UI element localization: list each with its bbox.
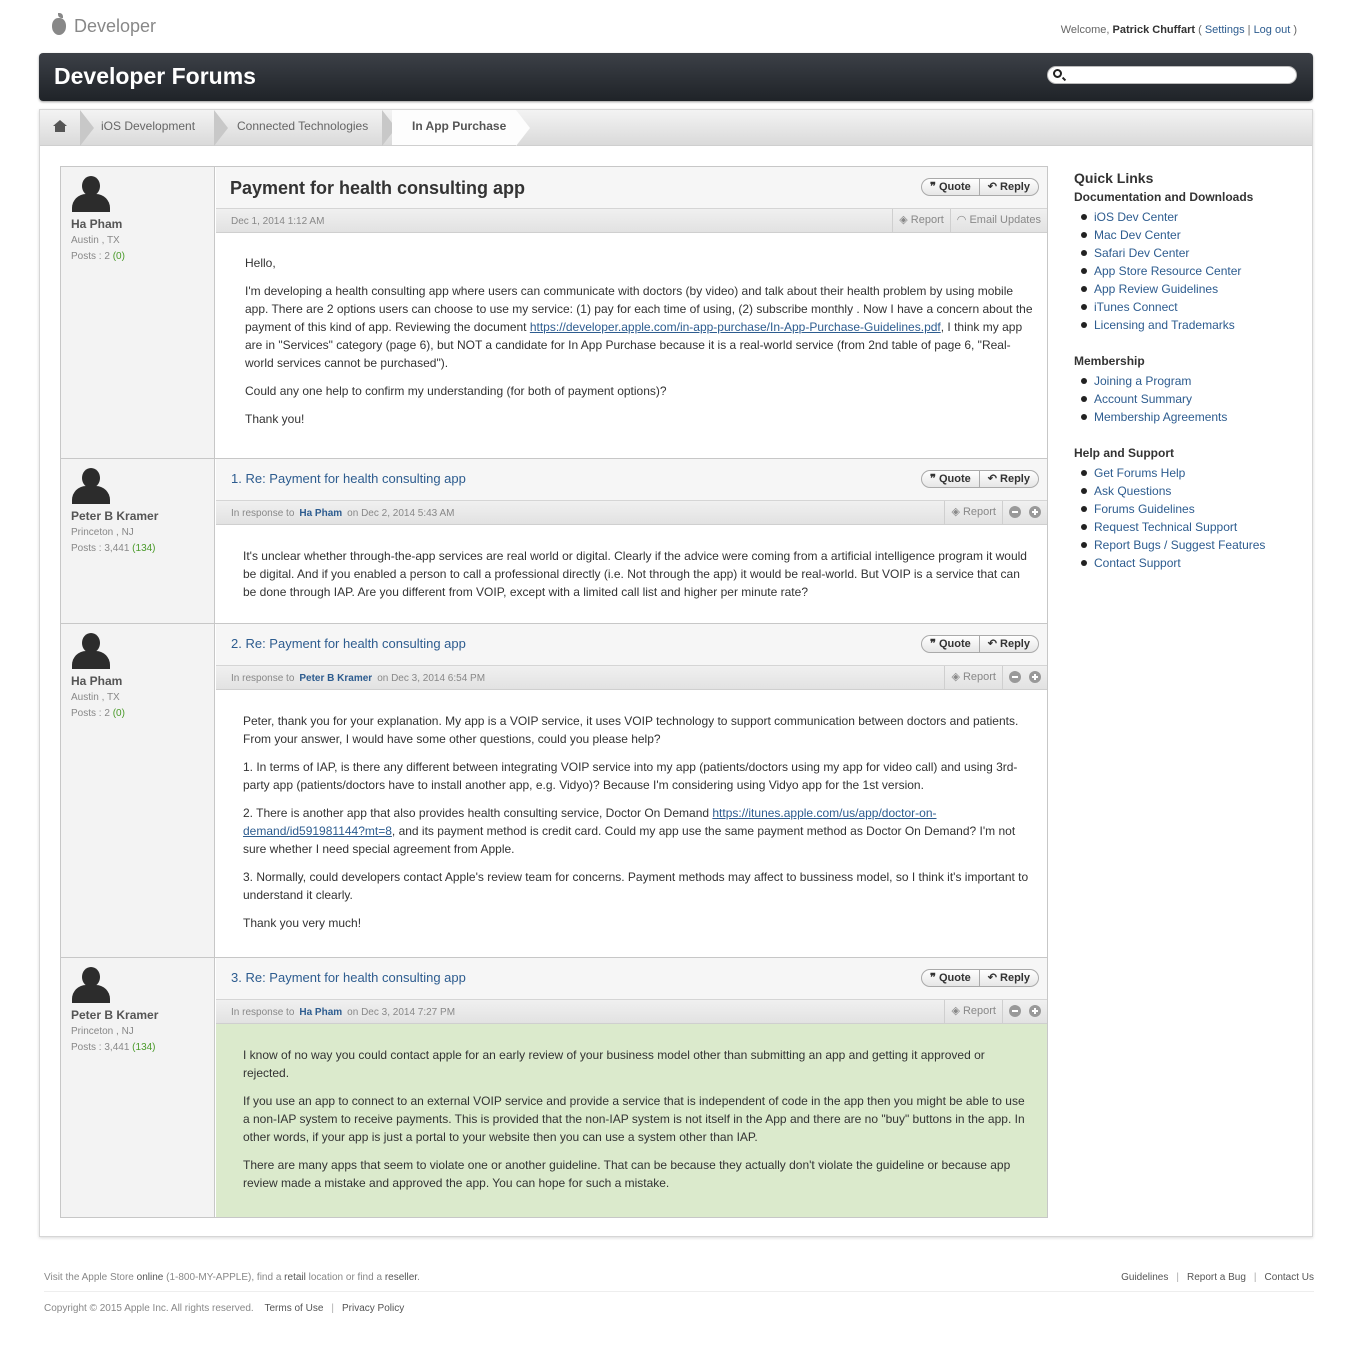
author-location: Austin , TX (71, 692, 120, 703)
list-item: App Store Resource Center (1074, 262, 1304, 280)
avatar[interactable] (72, 468, 110, 504)
reply-button[interactable]: ↶ Reply (980, 178, 1039, 196)
post-date: Dec 1, 2014 1:12 AM (231, 216, 325, 227)
privacy-link[interactable]: Privacy Policy (342, 1303, 405, 1314)
welcome-bar: Welcome, Patrick Chuffart ( Settings | Log out ) (1060, 24, 1297, 36)
report-button[interactable]: ◈ Report (944, 1000, 1002, 1023)
post-body: Peter, thank you for your explanation. My app is a VOIP service, it uses VOIP technology to support communication between doctors and patients. From your answer, I would have some other questions, could you please help? 1. In terms of IAP, is there any different between integrating VOIP service into my app (patients/doctors using my app for video call) and using 3rd-party app (patients/doctors have to install another app, e.g. Vidyo)? Because I'm considering using Vidyo app for the 1st version. 2. There is another app that also provides health consulting service, Doctor On Demand https://itunes.apple.com/us/app/doctor-on-demand/id591981144?mt=8, and its payment method is credit card. Could my app use the same payment method as Doctor On Demand? I'm not sure whether I need special agreement from Apple. 3. Normally, could developers contact Apple's review team for concerns. Payment methods may affect to bussiness model, so I think it's important to understand it clearly. Thank you very much! (243, 714, 1029, 930)
top-bar (0, 0, 1349, 53)
list-item: Mac Dev Center (1074, 226, 1304, 244)
post-title: Payment for health consulting app (230, 178, 526, 198)
quote-button[interactable]: ❞ Quote (921, 635, 980, 653)
list-item: Request Technical Support (1074, 518, 1304, 536)
store-online-link[interactable]: online (136, 1272, 164, 1283)
post-title-bar (216, 958, 1047, 999)
user-name: Patrick Chuffart (1112, 24, 1196, 36)
post-author (61, 167, 215, 458)
original-post (60, 166, 1048, 459)
settings-link[interactable]: Settings (1204, 24, 1245, 36)
author-name[interactable]: Ha Pham (71, 674, 123, 688)
breadcrumb (40, 110, 1312, 146)
list-item: Ask Questions (1074, 482, 1304, 500)
author-post-count: Posts : 2 (0) (71, 708, 125, 719)
list-item: Joining a Program (1074, 372, 1304, 390)
footer-report-bug-link[interactable]: Report a Bug (1186, 1272, 1246, 1283)
list-item: Forums Guidelines (1074, 500, 1304, 518)
author-location: Princeton , NJ (71, 1026, 134, 1037)
reseller-link[interactable]: reseller (384, 1272, 418, 1283)
doctor-on-demand-link[interactable]: https://itunes.apple.com/us/app/doctor-on-demand/id591981144?mt=8 (243, 806, 937, 838)
collapse-icon[interactable] (1009, 1005, 1021, 1017)
expand-icon[interactable] (1029, 506, 1041, 518)
reply-button[interactable]: ↶ Reply (980, 969, 1039, 987)
list-item: Membership Agreements (1074, 408, 1304, 426)
author-location: Princeton , NJ (71, 527, 134, 538)
post-title[interactable]: 1. Re: Payment for health consulting app (231, 471, 466, 486)
author-name[interactable]: Peter B Kramer (71, 1008, 159, 1022)
report-button[interactable]: ◈ Report (944, 501, 1002, 524)
post-meta: In response to Ha Pham on Dec 3, 2014 7:27 PM ◈ Report (216, 999, 1047, 1024)
post-meta: In response to Peter B Kramer on Dec 3, 2014 6:54 PM ◈ Report (216, 665, 1047, 690)
doc-links (1074, 208, 1304, 334)
guidelines-pdf-link[interactable]: https://developer.apple.com/in-app-purchase/In-App-Purchase-Guidelines.pdf (529, 320, 941, 334)
content-frame (39, 109, 1313, 1237)
forum-header (39, 53, 1313, 101)
list-item: Safari Dev Center (1074, 244, 1304, 262)
post-meta: In response to Ha Pham on Dec 2, 2014 5:43 AM ◈ Report (216, 500, 1047, 525)
quick-links (1074, 170, 1304, 572)
author-post-count: Posts : 2 (0) (71, 251, 125, 262)
list-item: Contact Support (1074, 554, 1304, 572)
collapse-icon[interactable] (1009, 506, 1021, 518)
reply-button[interactable]: ↶ Reply (980, 470, 1039, 488)
forum-title: Developer Forums (54, 63, 256, 89)
expand-icon[interactable] (1029, 1005, 1041, 1017)
list-item: Licensing and Trademarks (1074, 316, 1304, 334)
email-updates-button[interactable]: ◠ Email Updates (950, 209, 1047, 232)
post-date: on Dec 3, 2014 6:54 PM (377, 673, 486, 684)
quote-button[interactable]: ❞ Quote (921, 969, 980, 987)
apple-logo-icon (52, 18, 66, 35)
help-links (1074, 464, 1304, 572)
post-author (61, 958, 215, 1217)
author-name[interactable]: Ha Pham (71, 217, 123, 231)
avatar[interactable] (72, 633, 110, 669)
brand-label: Developer (74, 16, 157, 36)
author-post-count: Posts : 3,441 (134) (71, 543, 156, 554)
post-title-bar (216, 167, 1047, 208)
quick-links-title: Quick Links (1074, 170, 1154, 186)
terms-link[interactable]: Terms of Use (264, 1303, 324, 1314)
reply-post (60, 458, 1048, 624)
collapse-icon[interactable] (1009, 671, 1021, 683)
reply-post (60, 957, 1048, 1218)
logout-link[interactable]: Log out (1253, 24, 1291, 36)
breadcrumb-separator (80, 110, 94, 146)
list-item: iTunes Connect (1074, 298, 1304, 316)
developer-logo[interactable] (52, 16, 156, 37)
list-item: App Review Guidelines (1074, 280, 1304, 298)
response-to-link[interactable]: Peter B Kramer (299, 673, 373, 684)
footer: Visit the Apple Store online (1-800-MY-APPLE), find a retail location or find a reseller. Guidelines | Report a Bug | Contact Us Copyright © 2015 Apple Inc. All rights reserved. Terms of Use | Privacy Policy (44, 1272, 1314, 1314)
post-date: on Dec 3, 2014 7:27 PM (347, 1007, 456, 1018)
list-item: iOS Dev Center (1074, 208, 1304, 226)
search-icon (1053, 69, 1062, 78)
breadcrumb-separator (214, 110, 228, 146)
post-title-bar (216, 624, 1047, 665)
author-post-count: Posts : 3,441 (134) (71, 1042, 156, 1053)
retail-link[interactable]: retail (284, 1272, 306, 1283)
membership-links (1074, 372, 1304, 426)
quote-button[interactable]: ❞ Quote (921, 470, 980, 488)
post-meta (216, 208, 1047, 233)
avatar[interactable] (72, 176, 110, 212)
post-body-highlighted: I know of no way you could contact apple for an early review of your business model other than submitting an app and getting it approved or rejected. If you use an app to connect to an external VOIP service and provide a service that is independent of code in the app then you might be able to use a non-IAP system to receive payments. This is provided that the non-IAP system is not itself in the App and there are no "buy" buttons in the app. In other words, if your app is just a portal to your website then you can use a system other than IAP. There are many apps that seem to violate one or another guideline. That can be because they actually don't violate the guideline or because app review made a mistake and approved the app. You can hope for such a mistake. (216, 1024, 1047, 1217)
list-item: Account Summary (1074, 390, 1304, 408)
post-date: on Dec 2, 2014 5:43 AM (347, 508, 455, 519)
list-item: Get Forums Help (1074, 464, 1304, 482)
list-item: Report Bugs / Suggest Features (1074, 536, 1304, 554)
membership-heading: Membership (1074, 354, 1145, 368)
search-input[interactable] (1047, 66, 1297, 84)
breadcrumb-ios-development[interactable]: iOS Development (101, 119, 196, 133)
footer-guidelines-link[interactable]: Guidelines (1121, 1272, 1169, 1283)
reply-button[interactable]: ↶ Reply (980, 635, 1039, 653)
avatar[interactable] (72, 967, 110, 1003)
post-title[interactable]: 3. Re: Payment for health consulting app (231, 970, 466, 985)
copyright: Copyright © 2015 Apple Inc. All rights reserved. (44, 1303, 254, 1314)
expand-icon[interactable] (1029, 671, 1041, 683)
quote-button[interactable]: ❞ Quote (921, 178, 980, 196)
footer-contact-link[interactable]: Contact Us (1264, 1272, 1314, 1283)
report-button[interactable]: ◈ Report (892, 209, 950, 232)
post-body: Hello, I'm developing a health consulting app where users can communicate with doctors (by video) and talk about their health problem by using mobile app. There are 2 options users can choose to use my service: (1) pay for each time of using, (2) subscribe monthly . Now I have a concern about the payment of this kind of app. Reviewing the document https://developer.apple.com/in-app-purchase/In-App-Purchase-Guidelines.pdf, I think my app are in "Services" category (page 6), but NOT a candidate for In App Purchase because it is a real-world service (from 2nd table of page 6, "Real-world services cannot be purchased"). Could any one help to confirm my understanding (for both of payment options)? Thank you! (245, 256, 1033, 426)
post-author (61, 624, 215, 957)
home-icon[interactable] (53, 120, 67, 134)
post-title[interactable]: 2. Re: Payment for health consulting app (231, 636, 466, 651)
author-name[interactable]: Peter B Kramer (71, 509, 159, 523)
reply-post (60, 623, 1048, 958)
post-title-bar (216, 459, 1047, 500)
breadcrumb-connected-technologies[interactable]: Connected Technologies (237, 119, 369, 133)
post-body: It's unclear whether through-the-app services are real world or digital. Clearly if the advice were coming from a artificial intelligence program it would be digital. And if you enabled a person to call a professional directly (i.e. Not through the app) it would be real-world. But VOIP is a service that can be done through IAP. Are you different from VOIP, except with a limited call list and higher per minute rate? (243, 549, 1027, 599)
response-to-link[interactable]: Ha Pham (299, 1007, 343, 1018)
doc-heading: Documentation and Downloads (1074, 190, 1254, 204)
report-button[interactable]: ◈ Report (944, 666, 1002, 689)
post-author (61, 459, 215, 623)
breadcrumb-in-app-purchase[interactable]: In App Purchase (412, 119, 507, 133)
help-heading: Help and Support (1074, 446, 1174, 460)
response-to-link[interactable]: Ha Pham (299, 508, 343, 519)
author-location: Austin , TX (71, 235, 120, 246)
